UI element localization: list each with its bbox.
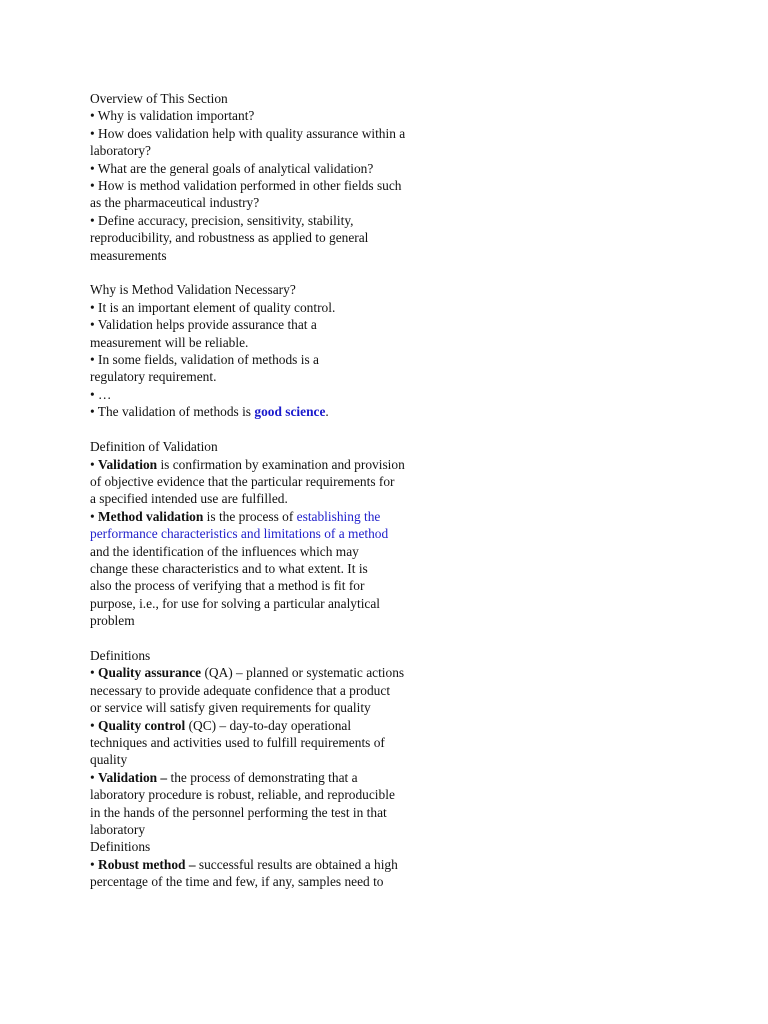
qc-definition-line (90, 717, 460, 734)
bullet: • (90, 769, 99, 785)
bullet: • (90, 665, 99, 681)
document-body (90, 90, 460, 891)
val-definition-line: laboratory (90, 822, 146, 838)
necessity-line: • It is an important element of quality control. (90, 299, 336, 315)
necessity-section (90, 281, 460, 420)
robust-term: Robust method – (98, 856, 196, 872)
method-validation-line: purpose, i.e., for use for solving a particular analytical (90, 595, 381, 611)
qa-definition-line: or service will satisfy given requirements for quality (90, 700, 371, 716)
overview-line: measurements (90, 247, 167, 263)
necessity-line: measurement will be reliable. (90, 334, 249, 350)
method-validation-line: and the identification of the influences which may (90, 543, 359, 559)
necessity-heading: Why is Method Validation Necessary? (90, 282, 296, 298)
val-term: Validation – (98, 769, 168, 785)
method-validation-line: also the process of verifying that a method is fit for (90, 578, 365, 594)
definitions-heading-2: Definitions (90, 839, 151, 855)
qa-definition-line (90, 664, 460, 681)
qa-term: Quality assurance (98, 665, 202, 681)
definitions-heading: Definitions (90, 647, 151, 663)
section-gap (90, 421, 460, 438)
overview-line: • How is method validation performed in other fields such (90, 178, 402, 194)
validation-definition-line (90, 456, 460, 473)
val-text: the process of demonstrating that a (167, 769, 358, 785)
overview-line: reproducibility, and robustness as applied to general (90, 230, 369, 246)
bullet: • (90, 717, 99, 733)
overview-line: as the pharmaceutical industry? (90, 195, 260, 211)
robust-definition-line (90, 856, 460, 873)
qc-term: Quality control (98, 717, 186, 733)
val-definition-line (90, 769, 460, 786)
validation-definition-line: of objective evidence that the particular requirements for (90, 473, 395, 489)
section-gap (90, 630, 460, 647)
val-definition-line: in the hands of the personnel performing the test in that (90, 804, 387, 820)
necessity-line: • In some fields, validation of methods is a (90, 352, 319, 368)
necessity-line: • … (90, 386, 112, 402)
good-science-link[interactable]: good science (254, 404, 326, 420)
qc-definition-line: techniques and activities used to fulfill requirements of (90, 734, 385, 750)
val-definition-line: laboratory procedure is robust, reliable, and reproducible (90, 787, 395, 803)
section-gap (90, 264, 460, 281)
highlighted-phrase: performance characteristics and limitations of a method (90, 526, 389, 542)
bullet: • (90, 508, 99, 524)
validation-definition-line: a specified intended use are fulfilled. (90, 491, 288, 507)
method-validation-term: Method validation (98, 508, 204, 524)
necessity-line-good-science (90, 403, 460, 420)
definitions-section (90, 647, 460, 891)
qc-text: (QC) – day-to-day operational (185, 717, 352, 733)
definition-heading: Definition of Validation (90, 439, 218, 455)
necessity-line: regulatory requirement. (90, 369, 217, 385)
overview-line: • How does validation help with quality assurance within a (90, 125, 406, 141)
qa-definition-line: necessary to provide adequate confidence that a product (90, 682, 391, 698)
bullet: • (90, 456, 99, 472)
robust-definition-line: percentage of the time and few, if any, samples need to (90, 874, 384, 890)
overview-line: • Define accuracy, precision, sensitivity, stability, (90, 212, 354, 228)
validation-text: is confirmation by examination and provision (157, 456, 405, 472)
overview-line: • Why is validation important? (90, 108, 255, 124)
robust-text: successful results are obtained a high (195, 856, 398, 872)
overview-heading: Overview of This Section (90, 91, 228, 106)
definition-section (90, 438, 460, 629)
validation-term: Validation (98, 456, 158, 472)
highlighted-phrase: establishing the (296, 508, 381, 524)
method-validation-text: is the process of (203, 508, 297, 524)
necessity-last-prefix: • The validation of methods is (90, 404, 255, 420)
overview-section (90, 90, 460, 264)
qa-text: (QA) – planned or systematic actions (201, 665, 405, 681)
method-validation-line (90, 508, 460, 525)
method-validation-line: problem (90, 613, 135, 629)
qc-definition-line: quality (90, 752, 128, 768)
necessity-line: • Validation helps provide assurance that a (90, 317, 317, 333)
overview-line: laboratory? (90, 143, 151, 159)
bullet: • (90, 856, 99, 872)
necessity-last-suffix: . (325, 404, 329, 420)
overview-line: • What are the general goals of analytical validation? (90, 160, 374, 176)
method-validation-line: change these characteristics and to what extent. It is (90, 560, 368, 576)
